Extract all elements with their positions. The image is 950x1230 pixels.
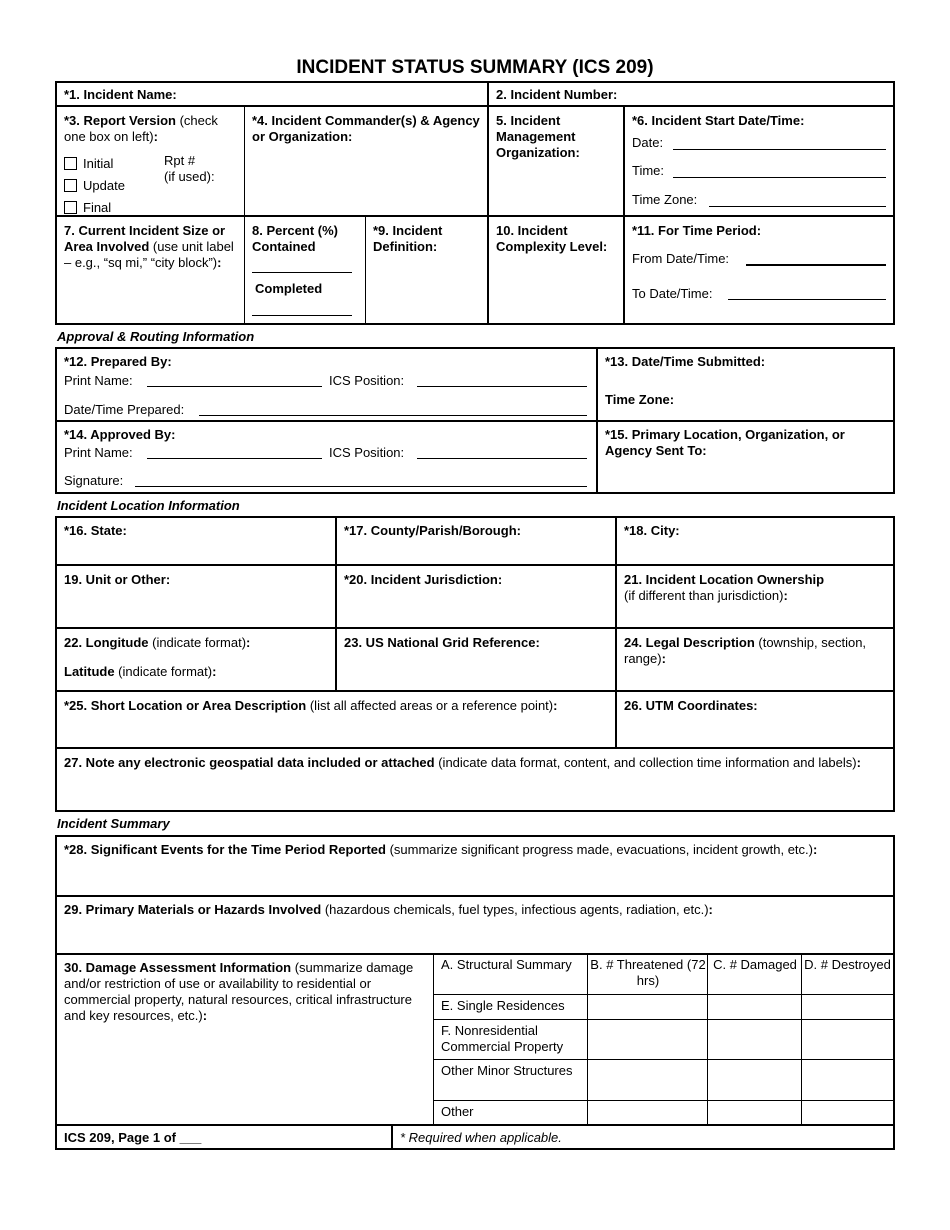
- to-datetime-label: To Date/Time:: [632, 286, 713, 301]
- damage-cell[interactable]: [801, 1100, 893, 1126]
- rpt-hint: (if used):: [164, 169, 215, 184]
- approved-ics-position-input[interactable]: [417, 458, 587, 459]
- prepared-ics-position-input[interactable]: [417, 386, 587, 387]
- to-datetime-input[interactable]: [728, 299, 886, 300]
- report-version-field: *3. Report Version (check one box on left): Initial Update Final Rpt # (if used):: [57, 105, 245, 215]
- from-datetime-label: From Date/Time:: [632, 251, 730, 266]
- form-title: INCIDENT STATUS SUMMARY (ICS 209): [296, 57, 654, 78]
- location-block: [55, 516, 895, 812]
- final-checkbox[interactable]: Final: [64, 197, 125, 215]
- approval-block: [55, 347, 895, 494]
- start-time-label: Time:: [632, 163, 665, 178]
- date-time-prepared-input[interactable]: [199, 415, 587, 416]
- damage-row-label: Other Minor Structures: [433, 1059, 588, 1101]
- incident-commander-field[interactable]: *4. Incident Commander(s) & Agency or Organization:: [244, 105, 488, 215]
- sent-to-field[interactable]: *15. Primary Location, Organization, or Agency Sent To:: [596, 420, 893, 492]
- damage-header-damaged: C. # Damaged: [707, 954, 802, 994]
- damage-cell[interactable]: [801, 1059, 893, 1101]
- approval-section-heading: Approval & Routing Information: [57, 329, 255, 344]
- damage-cell[interactable]: [801, 994, 893, 1020]
- damage-table: [433, 953, 893, 1125]
- start-timezone-label: Time Zone:: [632, 192, 698, 207]
- damage-cell[interactable]: [707, 994, 802, 1020]
- percent-contained-input[interactable]: [252, 272, 352, 273]
- checkbox-icon[interactable]: [64, 179, 77, 192]
- damage-row-label: E. Single Residences: [433, 994, 588, 1020]
- damage-assessment-field: 30. Damage Assessment Information (summarize damage and/or restriction of use or availability to residential or commercial property, natural resources, critical infrastructure and key resources, etc.):: [57, 953, 433, 1125]
- short-location-field[interactable]: *25. Short Location or Area Description (list all affected areas or a reference point):: [57, 690, 616, 748]
- signature-input[interactable]: [135, 486, 587, 487]
- page-number-footer: ICS 209, Page 1 of ___: [57, 1124, 392, 1148]
- date-time-submitted-field: *13. Date/Time Submitted: Time Zone:: [596, 349, 893, 421]
- approved-print-name-input[interactable]: [147, 458, 322, 459]
- damage-header-structural: A. Structural Summary: [433, 954, 588, 994]
- jurisdiction-field[interactable]: *20. Incident Jurisdiction:: [335, 564, 616, 628]
- required-note: * Required when applicable.: [391, 1124, 893, 1148]
- state-field[interactable]: *16. State:: [64, 523, 127, 538]
- rpt-number-label: Rpt #: [164, 153, 196, 168]
- geospatial-data-field[interactable]: 27. Note any electronic geospatial data included or attached (indicate data format, content, and collection time information and labels):: [57, 747, 893, 810]
- primary-materials-field[interactable]: 29. Primary Materials or Hazards Involved (hazardous chemicals, fuel types, infectious agents, radiation, etc.):: [57, 895, 893, 954]
- damage-cell[interactable]: [587, 1059, 708, 1101]
- incident-definition-field[interactable]: *9. Incident Definition:: [365, 215, 488, 323]
- prepared-print-name-input[interactable]: [147, 386, 322, 387]
- start-datetime-field: *6. Incident Start Date/Time: Date: Time: Time Zone:: [623, 105, 893, 215]
- incident-size-field[interactable]: 7. Current Incident Size or Area Involved (use unit label – e.g., “sq mi,” “city block”):: [57, 215, 245, 323]
- damage-cell[interactable]: [587, 994, 708, 1020]
- checkbox-icon[interactable]: [64, 201, 77, 214]
- time-period-field: *11. For Time Period: From Date/Time: To Date/Time:: [623, 215, 893, 323]
- incident-number-field[interactable]: 2. Incident Number:: [487, 83, 893, 106]
- completed-label: Completed: [255, 281, 323, 296]
- damage-header-threatened: B. # Threatened (72 hrs): [587, 954, 708, 994]
- damage-header-destroyed: D. # Destroyed: [801, 954, 893, 994]
- damage-cell[interactable]: [587, 1019, 708, 1060]
- grid-reference-field[interactable]: 23. US National Grid Reference:: [335, 627, 616, 691]
- incident-name-field[interactable]: *1. Incident Name:: [64, 87, 177, 102]
- damage-row-label: Other: [433, 1100, 588, 1126]
- start-date-input[interactable]: [673, 149, 886, 150]
- initial-checkbox[interactable]: Initial: [64, 153, 125, 175]
- city-field[interactable]: *18. City:: [615, 518, 893, 565]
- damage-cell[interactable]: [707, 1100, 802, 1126]
- from-datetime-input[interactable]: [746, 264, 886, 266]
- damage-cell[interactable]: [587, 1100, 708, 1126]
- summary-block: [55, 835, 895, 1150]
- damage-cell[interactable]: [801, 1019, 893, 1060]
- unit-field[interactable]: 19. Unit or Other:: [57, 564, 336, 628]
- update-checkbox[interactable]: Update: [64, 175, 125, 197]
- approved-by-field: *14. Approved By: Print Name: ICS Position: Signature:: [57, 420, 597, 492]
- percent-contained-field: 8. Percent (%) Contained Completed: [244, 215, 366, 323]
- utm-coordinates-field[interactable]: 26. UTM Coordinates:: [615, 690, 893, 748]
- complexity-level-field[interactable]: 10. Incident Complexity Level:: [487, 215, 624, 323]
- management-org-field[interactable]: 5. Incident Management Organization:: [487, 105, 624, 215]
- damage-cell[interactable]: [707, 1059, 802, 1101]
- header-block: [55, 81, 895, 325]
- legal-description-field[interactable]: 24. Legal Description (township, section, range):: [615, 627, 893, 691]
- significant-events-field[interactable]: *28. Significant Events for the Time Period Reported (summarize significant progress made, evacuations, incident growth, etc.):: [64, 842, 818, 857]
- location-ownership-field[interactable]: 21. Incident Location Ownership (if different than jurisdiction):: [615, 564, 893, 628]
- summary-section-heading: Incident Summary: [57, 816, 170, 831]
- longitude-latitude-field[interactable]: 22. Longitude (indicate format): Latitude (indicate format):: [57, 627, 336, 691]
- damage-row-label: F. Nonresidential Commercial Property: [433, 1019, 588, 1060]
- checkbox-icon[interactable]: [64, 157, 77, 170]
- county-field[interactable]: *17. County/Parish/Borough:: [335, 518, 616, 565]
- prepared-by-field: *12. Prepared By: Print Name: ICS Position: Date/Time Prepared:: [57, 349, 597, 421]
- start-time-input[interactable]: [673, 177, 886, 178]
- start-timezone-input[interactable]: [709, 206, 886, 207]
- damage-cell[interactable]: [707, 1019, 802, 1060]
- start-date-label: Date:: [632, 135, 664, 150]
- location-section-heading: Incident Location Information: [57, 498, 240, 513]
- submitted-timezone-label[interactable]: Time Zone:: [605, 392, 675, 407]
- percent-completed-input[interactable]: [252, 315, 352, 316]
